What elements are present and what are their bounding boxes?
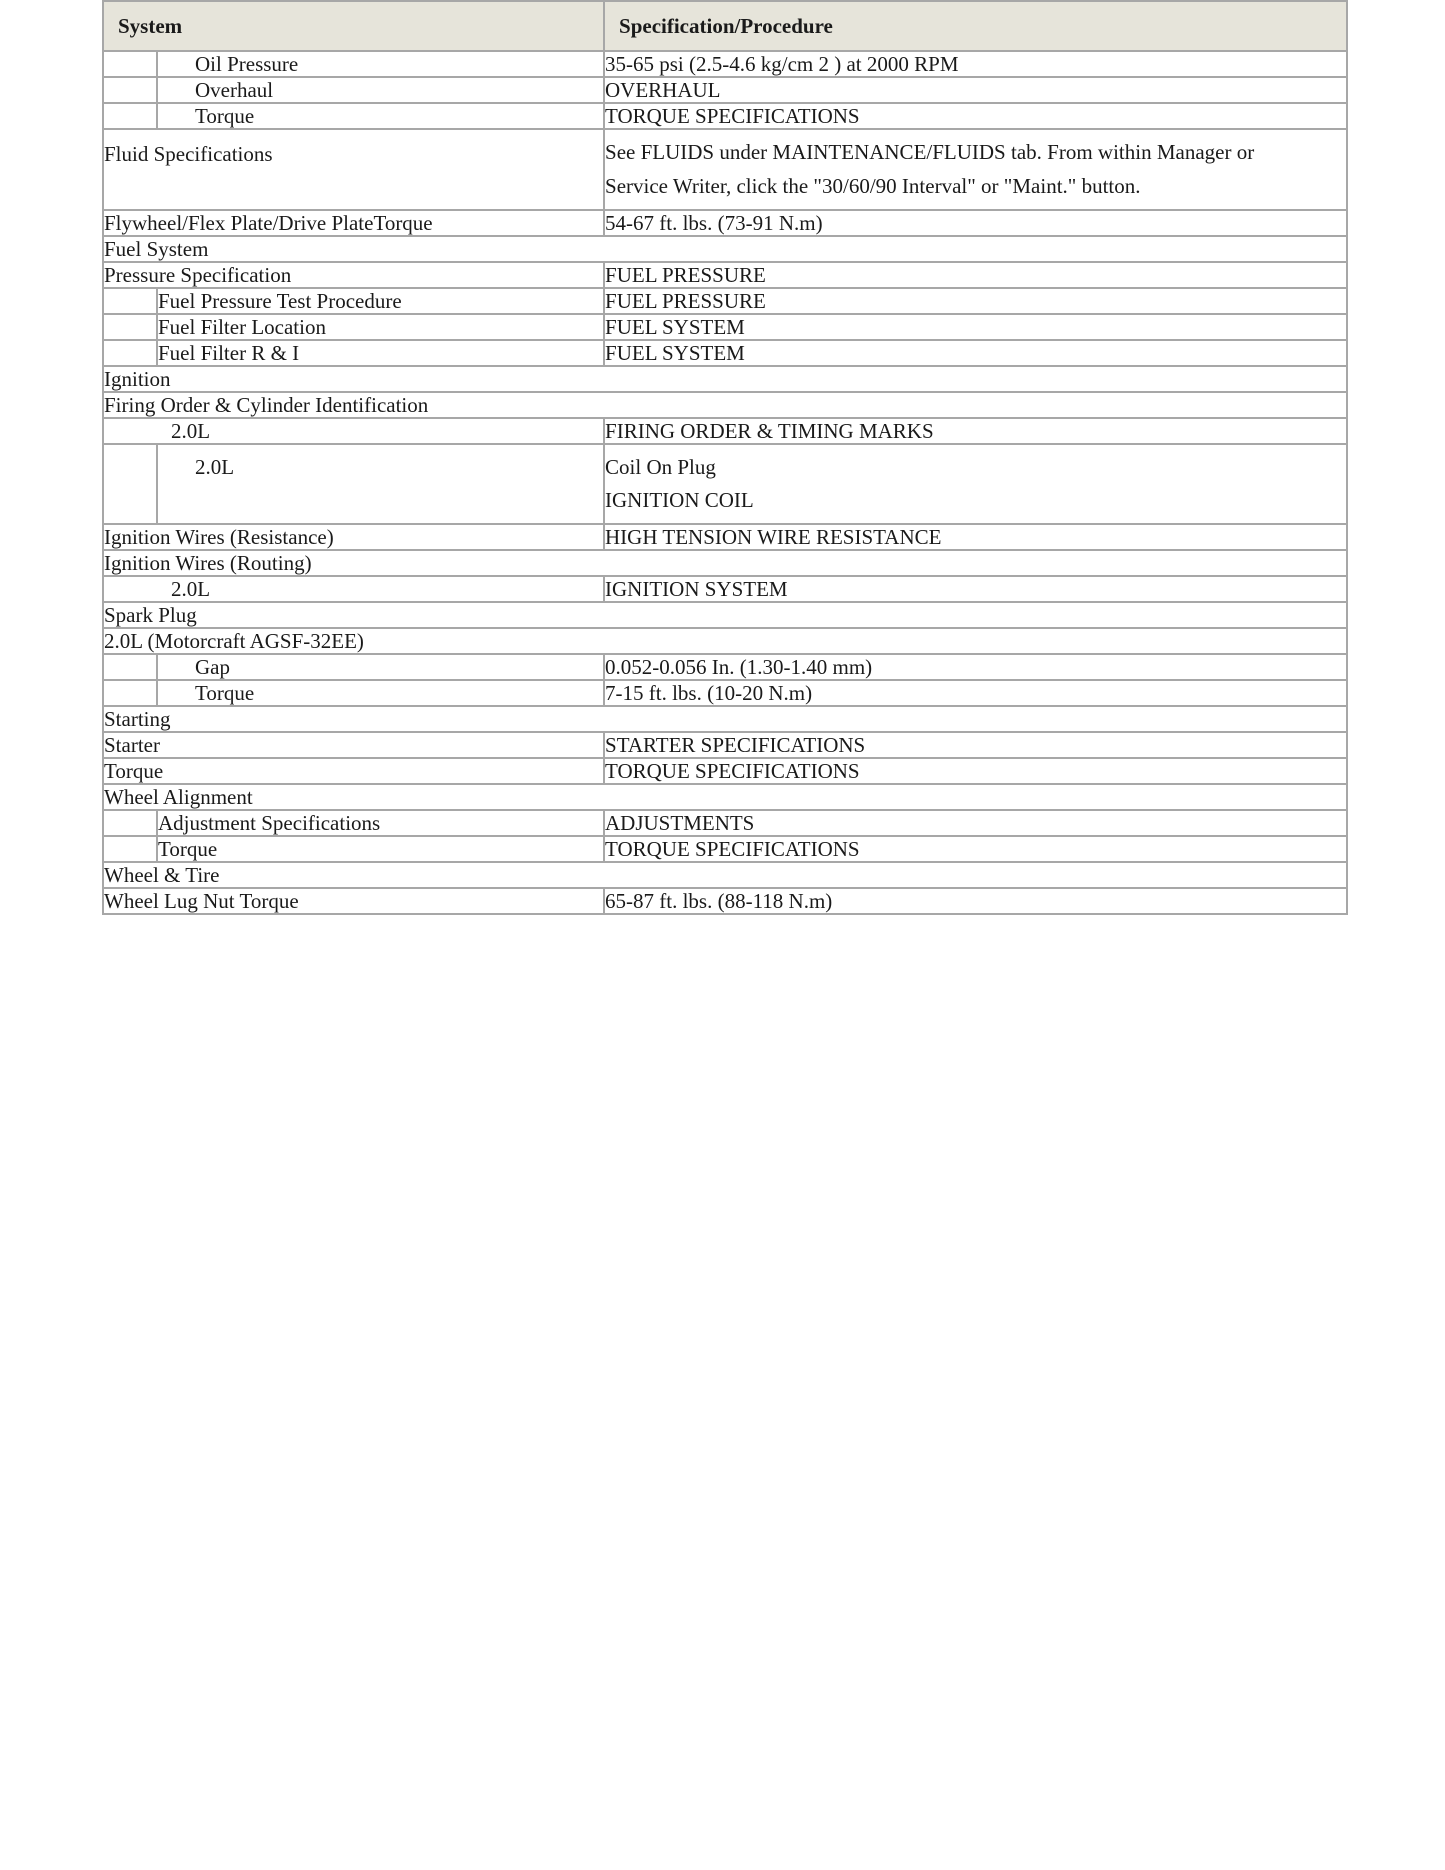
row-value: FUEL PRESSURE — [604, 262, 1347, 288]
indent-spacer — [103, 654, 157, 680]
table-row — [103, 810, 1347, 836]
section-row — [103, 706, 1347, 732]
indent-spacer — [103, 444, 157, 524]
indent-spacer — [103, 51, 157, 77]
row-label: Wheel Lug Nut Torque — [103, 888, 604, 914]
table-row — [103, 576, 1347, 602]
row-value-line: Service Writer, click the "30/60/90 Interval" or "Maint." button. — [605, 174, 1141, 198]
table-row — [103, 680, 1347, 706]
indent-spacer — [103, 810, 157, 836]
table-row — [103, 654, 1347, 680]
section-heading: Ignition — [103, 366, 1347, 392]
row-value: FUEL PRESSURE — [604, 288, 1347, 314]
row-label: Flywheel/Flex Plate/Drive PlateTorque — [103, 210, 604, 236]
row-value: 7-15 ft. lbs. (10-20 N.m) — [604, 680, 1347, 706]
section-row — [103, 784, 1347, 810]
row-value: IGNITION SYSTEM — [604, 576, 1347, 602]
section-row — [103, 366, 1347, 392]
specifications-table — [102, 0, 1348, 915]
table-row — [103, 836, 1347, 862]
subsection-heading: Firing Order & Cylinder Identification — [103, 392, 1347, 418]
row-value: FIRING ORDER & TIMING MARKS — [604, 418, 1347, 444]
row-value-line: IGNITION COIL — [605, 488, 754, 512]
table-row — [103, 103, 1347, 129]
row-label: Fluid Specifications — [103, 129, 604, 210]
row-value: 54-67 ft. lbs. (73-91 N.m) — [604, 210, 1347, 236]
row-value: TORQUE SPECIFICATIONS — [604, 103, 1347, 129]
row-label: Pressure Specification — [103, 262, 604, 288]
section-row — [103, 236, 1347, 262]
table-row — [103, 262, 1347, 288]
indent-spacer — [103, 340, 157, 366]
indent-spacer — [103, 314, 157, 340]
table-row — [103, 758, 1347, 784]
row-label: 2.0L — [157, 444, 604, 524]
row-label: Fuel Filter R & I — [157, 340, 604, 366]
section-row — [103, 862, 1347, 888]
table-row — [103, 129, 1347, 210]
row-label: 2.0L — [103, 576, 604, 602]
subsection-row — [103, 392, 1347, 418]
section-heading: Wheel & Tire — [103, 862, 1347, 888]
spec-column-header: Specification/Procedure — [604, 1, 1347, 51]
row-value: 0.052-0.056 In. (1.30-1.40 mm) — [604, 654, 1347, 680]
row-label: Ignition Wires (Resistance) — [103, 524, 604, 550]
section-row — [103, 602, 1347, 628]
subsection-heading: 2.0L (Motorcraft AGSF-32EE) — [103, 628, 1347, 654]
row-value-line: Coil On Plug — [605, 455, 716, 479]
indent-spacer — [103, 103, 157, 129]
indent-spacer — [103, 77, 157, 103]
table-row — [103, 732, 1347, 758]
row-label: Torque — [103, 758, 604, 784]
indent-spacer — [103, 836, 157, 862]
table-row — [103, 314, 1347, 340]
row-value: FUEL SYSTEM — [604, 314, 1347, 340]
row-label: Fuel Filter Location — [157, 314, 604, 340]
system-column-header: System — [103, 1, 604, 51]
row-label: Gap — [157, 654, 604, 680]
table-row — [103, 51, 1347, 77]
row-value: STARTER SPECIFICATIONS — [604, 732, 1347, 758]
row-value: 65-87 ft. lbs. (88-118 N.m) — [604, 888, 1347, 914]
section-heading: Starting — [103, 706, 1347, 732]
subsection-row — [103, 550, 1347, 576]
row-value: TORQUE SPECIFICATIONS — [604, 758, 1347, 784]
row-value-line: See FLUIDS under MAINTENANCE/FLUIDS tab. From within Manager or — [605, 140, 1255, 164]
row-label: Torque — [157, 680, 604, 706]
row-label: Torque — [157, 103, 604, 129]
table-header-row — [103, 1, 1347, 51]
subsection-heading: Ignition Wires (Routing) — [103, 550, 1347, 576]
table-row — [103, 888, 1347, 914]
subsection-row — [103, 628, 1347, 654]
indent-spacer — [103, 680, 157, 706]
row-label: Adjustment Specifications — [157, 810, 604, 836]
table-row — [103, 340, 1347, 366]
section-heading: Fuel System — [103, 236, 1347, 262]
table-row — [103, 444, 1347, 524]
table-row — [103, 288, 1347, 314]
row-value: HIGH TENSION WIRE RESISTANCE — [604, 524, 1347, 550]
row-label: Oil Pressure — [157, 51, 604, 77]
row-label: 2.0L — [103, 418, 604, 444]
row-value: TORQUE SPECIFICATIONS — [604, 836, 1347, 862]
table-row — [103, 524, 1347, 550]
row-value: 35-65 psi (2.5-4.6 kg/cm 2 ) at 2000 RPM — [604, 51, 1347, 77]
row-label: Fuel Pressure Test Procedure — [157, 288, 604, 314]
row-value — [604, 129, 1347, 210]
section-heading: Wheel Alignment — [103, 784, 1347, 810]
section-heading: Spark Plug — [103, 602, 1347, 628]
row-label: Starter — [103, 732, 604, 758]
indent-spacer — [103, 288, 157, 314]
row-label: Overhaul — [157, 77, 604, 103]
row-value — [604, 444, 1347, 524]
row-label: Torque — [157, 836, 604, 862]
row-value: ADJUSTMENTS — [604, 810, 1347, 836]
table-row — [103, 77, 1347, 103]
table-row — [103, 418, 1347, 444]
table-row — [103, 210, 1347, 236]
row-value: OVERHAUL — [604, 77, 1347, 103]
row-value: FUEL SYSTEM — [604, 340, 1347, 366]
